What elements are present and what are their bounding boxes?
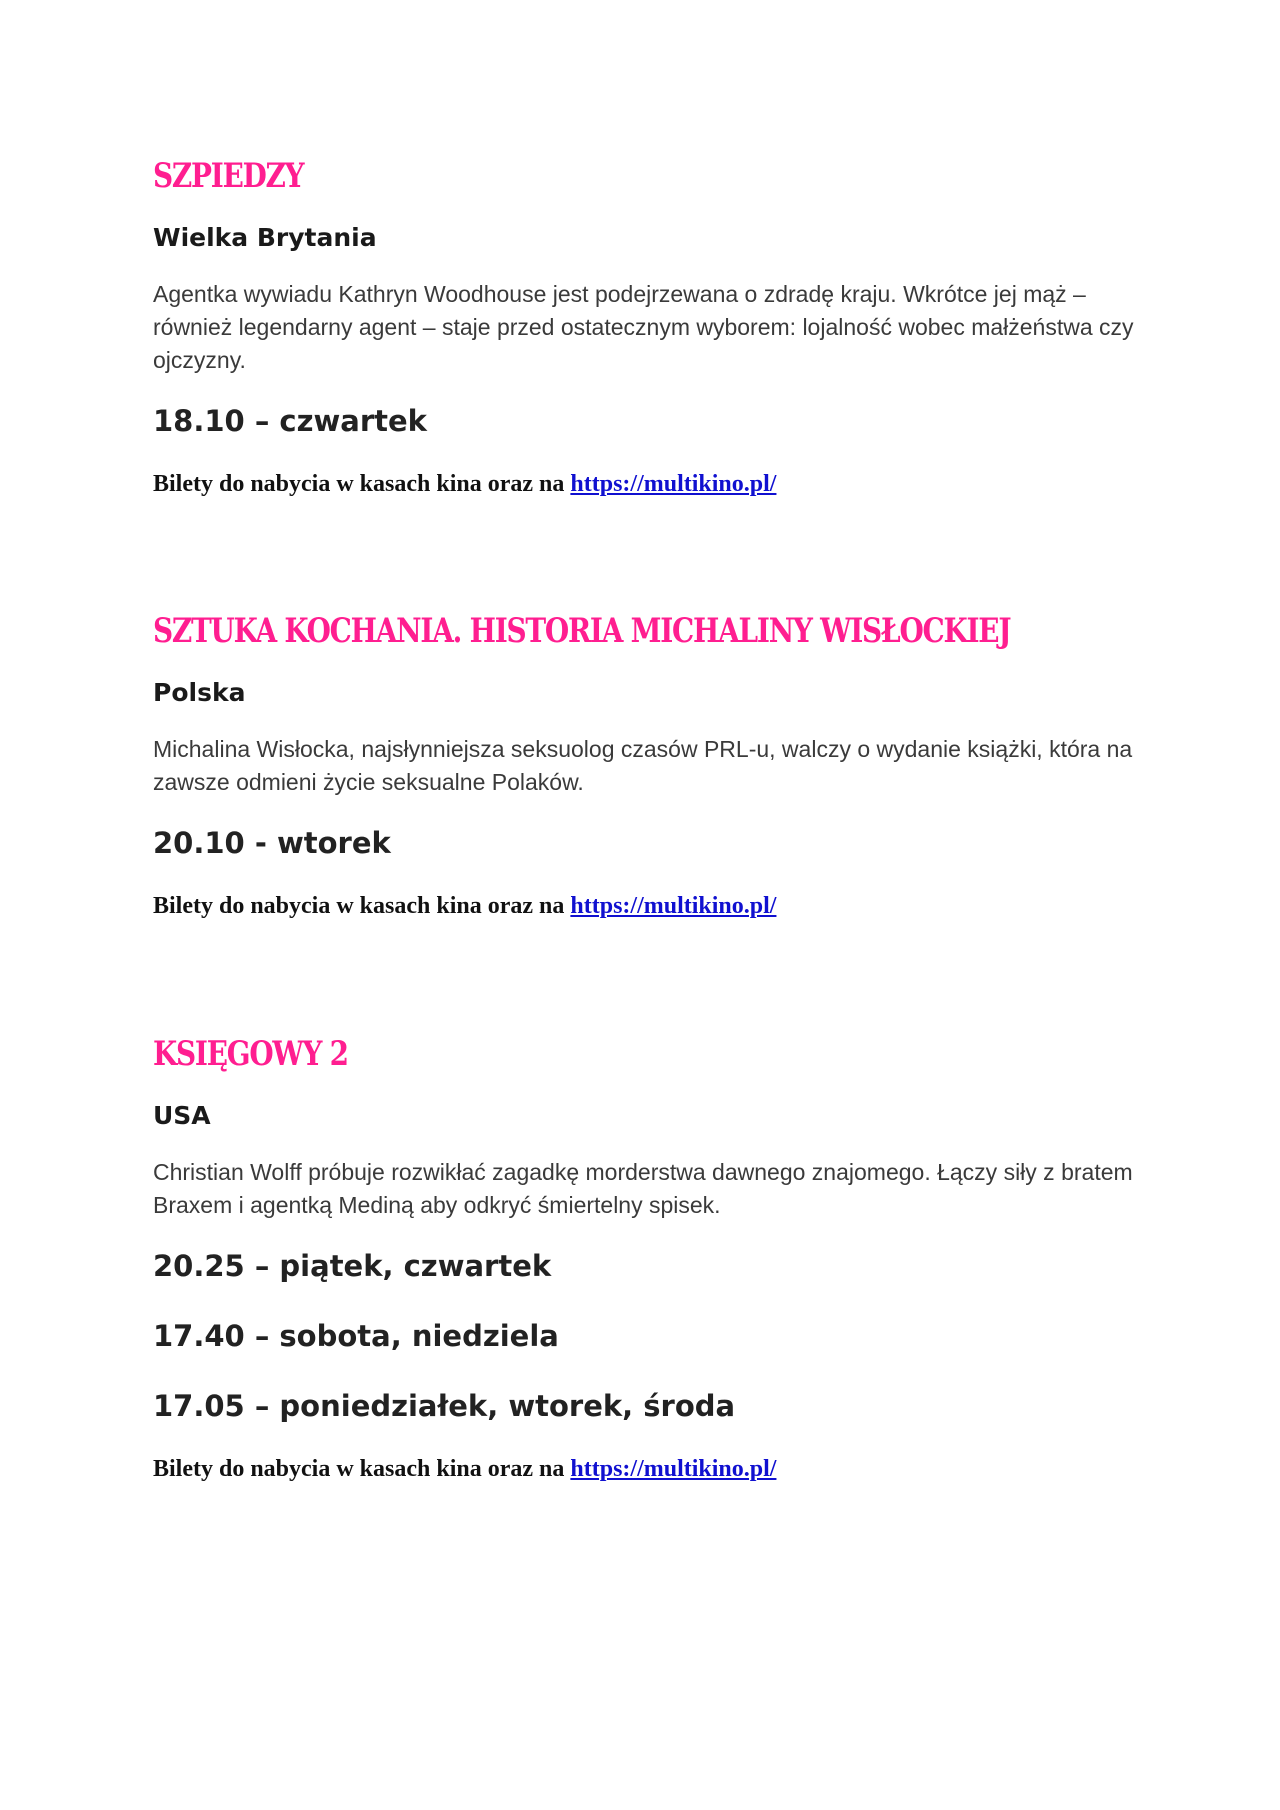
movie-section-ksiegowy-2 — [153, 1028, 1153, 1484]
movie-description: Agentka wywiadu Kathryn Woodhouse jest podejrzewana o zdradę kraju. Wkrótce jej mąż – również legendarny agent – staje przed ostatecznym wyborem: lojalność wobec małżeństwa czy ojczyzny. — [153, 281, 1134, 373]
movie-country: Wielka Brytania — [153, 223, 377, 252]
tickets-info — [153, 1454, 1153, 1484]
tickets-text: Bilety do nabycia w kasach kina oraz na — [153, 893, 565, 919]
showtime: 17.05 – poniedziałek, wtorek, środa — [153, 1389, 736, 1423]
tickets-text: Bilety do nabycia w kasach kina oraz na — [153, 471, 565, 497]
multikino-link[interactable]: https://multikino.pl/ — [570, 893, 777, 919]
movie-section-sztuka-kochania — [153, 605, 1153, 921]
movie-description: Christian Wolff próbuje rozwikłać zagadkę morderstwa dawnego znajomego. Łączy siły z bratem Braxem i agentką Mediną aby odkryć śmiertelny spisek. — [153, 1159, 1133, 1218]
movie-title: KSIĘGOWY 2 — [153, 1034, 348, 1074]
movie-description: Michalina Wisłocka, najsłynniejsza seksuolog czasów PRL-u, walczy o wydanie książki, która na zawsze odmieni życie seksualne Polaków. — [153, 736, 1133, 795]
movie-title: SZPIEDZY — [153, 156, 304, 196]
movie-title: SZTUKA KOCHANIA. HISTORIA MICHALINY WISŁOCKIEJ — [153, 611, 1011, 651]
multikino-link[interactable]: https://multikino.pl/ — [570, 1456, 777, 1482]
showtime: 20.10 - wtorek — [153, 826, 391, 860]
showtime: 18.10 – czwartek — [153, 404, 427, 438]
tickets-text: Bilety do nabycia w kasach kina oraz na — [153, 1456, 565, 1482]
showtime: 17.40 – sobota, niedziela — [153, 1319, 559, 1353]
movie-country: Polska — [153, 678, 246, 707]
tickets-info — [153, 469, 1153, 499]
movie-section-szpiedzy — [153, 150, 1153, 499]
showtime: 20.25 – piątek, czwartek — [153, 1249, 552, 1283]
multikino-link[interactable]: https://multikino.pl/ — [570, 471, 777, 497]
movie-country: USA — [153, 1101, 211, 1130]
tickets-info — [153, 891, 1153, 921]
